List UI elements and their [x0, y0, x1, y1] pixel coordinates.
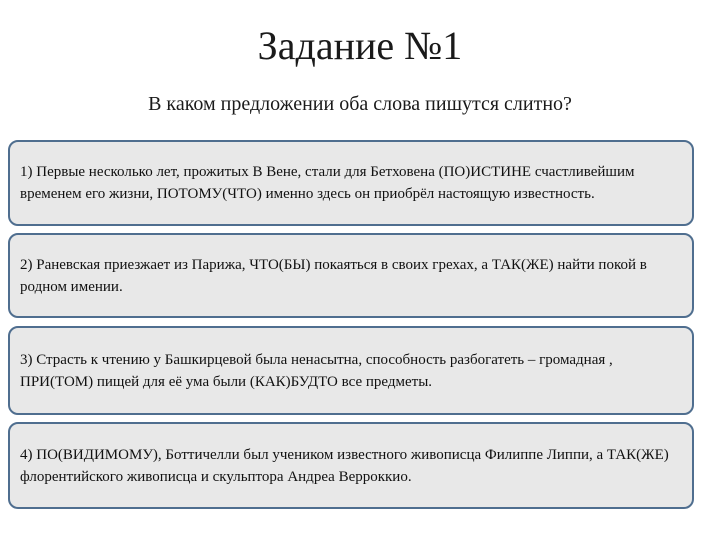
answer-option-2-text: 2) Раневская приезжает из Парижа, ЧТО(БЫ) покаяться в своих грехах, а ТАК(ЖЕ) найти покой в родном имении.: [20, 256, 647, 295]
answer-option-1-text: 1) Первые несколько лет, прожитых В Вене, стали для Бетховена (ПО)ИСТИНЕ счастливейшим временем его жизни, ПОТОМУ(ЧТО) именно здесь он приобрёл настоящую известность.: [20, 164, 635, 202]
question-text: В каком предложении оба слова пишутся слитно?: [148, 93, 572, 115]
answer-option-1[interactable]: [8, 140, 694, 226]
answer-option-3-text: 3) Страсть к чтению у Башкирцевой была ненасытна, способность разбогатеть – громадная , ПРИ(ТОМ) пищей для её ума были (КАК)БУДТО все предметы.: [20, 351, 613, 390]
answer-option-4-text: 4) ПО(ВИДИМОМУ), Боттичелли был учеником известного живописца Филиппе Липпи, а ТАК(ЖЕ) флорентийского живописца и скульптора Андреа Верроккио.: [20, 446, 669, 485]
page-title: Задание №1: [257, 23, 463, 68]
answer-option-3[interactable]: [8, 326, 694, 415]
answer-option-4[interactable]: [8, 422, 694, 509]
answer-option-2[interactable]: [8, 233, 694, 318]
